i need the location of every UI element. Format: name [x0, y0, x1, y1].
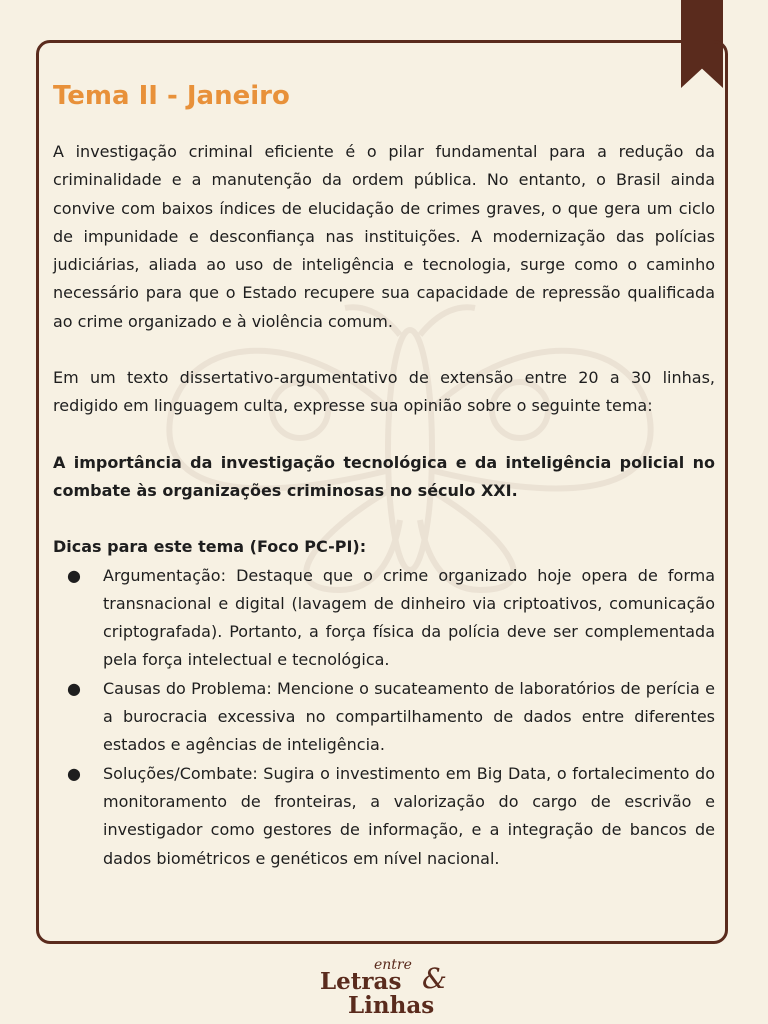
logo-ampersand: &	[422, 962, 447, 995]
list-item	[53, 760, 715, 873]
tip-text: Causas do Problema: Mencione o sucateamento de laboratórios de perícia e a burocracia excessiva no compartilhamento de dados entre diferentes estados e agências de inteligência.	[103, 678, 715, 755]
theme-statement: A importância da investigação tecnológica e da inteligência policial no combate às organizações criminosas no século XXI.	[53, 452, 715, 500]
page-title: Tema II - Janeiro	[53, 81, 290, 111]
bullet-icon: ●	[67, 565, 81, 585]
tip-text: Soluções/Combate: Sugira o investimento em Big Data, o fortalecimento do monitoramento de fronteiras, a valorização do cargo de escrivão e investigador como gestores de informação, e a integração de bancos de dados biométricos e genéticos em nível nacional.	[103, 763, 715, 868]
bullet-icon: ●	[67, 678, 81, 698]
logo-line2: Linhas	[348, 992, 435, 1019]
logo-small-text: entre	[374, 957, 412, 973]
bullet-icon: ●	[67, 763, 81, 783]
brand-logo	[318, 957, 458, 1020]
tip-text: Argumentação: Destaque que o crime organizado hoje opera de forma transnacional e digital (lavagem de dinheiro via criptoativos, comunicação criptografada). Portanto, a força física da polícia deve ser complementada pela força intelectual e tecnológica.	[103, 565, 715, 670]
instruction-paragraph: Em um texto dissertativo-argumentativo de extensão entre 20 a 30 linhas, redigido em linguagem culta, expresse sua opinião sobre o seguinte tema:	[53, 368, 715, 416]
logo-line1: Letras	[320, 968, 402, 995]
tips-list	[53, 562, 715, 873]
tips-heading: Dicas para este tema (Foco PC-PI):	[53, 537, 367, 557]
document-body	[53, 138, 715, 873]
list-item	[53, 675, 715, 760]
intro-paragraph: A investigação criminal eficiente é o pilar fundamental para a redução da criminalidade e a manutenção da ordem pública. No entanto, o Brasil ainda convive com baixos índices de elucidação de crimes graves, o que gera um ciclo de impunidade e desconfiança nas instituições. A modernização das polícias judiciárias, aliada ao uso de inteligência e tecnologia, surge como o caminho necessário para que o Estado recupere sua capacidade de repressão qualificada ao crime organizado e à violência comum.	[53, 142, 715, 331]
list-item	[53, 562, 715, 675]
